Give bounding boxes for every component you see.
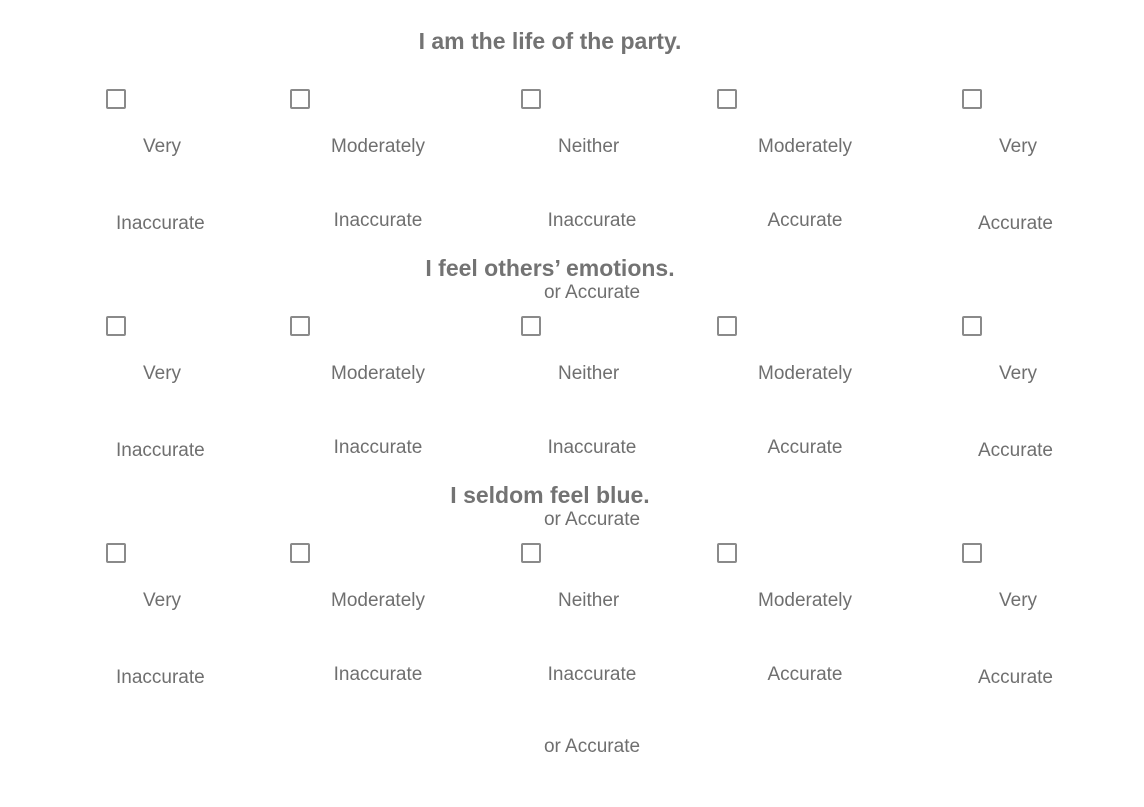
option-label-line: Very — [999, 590, 1038, 611]
option-label-line: Accurate — [978, 213, 1053, 234]
option-label — [114, 541, 214, 738]
option-label-line: or Accurate — [543, 509, 641, 530]
option-label-line: Very — [999, 363, 1038, 384]
option-label — [537, 541, 647, 807]
option-label-line: Neither — [558, 363, 620, 384]
option-label-line: Very — [999, 136, 1038, 157]
option-label-line: Accurate — [978, 440, 1053, 461]
checkbox[interactable] — [717, 543, 737, 563]
question-title: I feel others’ emotions. — [425, 255, 675, 281]
option-label-line: Moderately — [331, 363, 425, 384]
option-label-line: Moderately — [758, 136, 852, 157]
question-block — [0, 454, 1144, 757]
option-label-line: Accurate — [767, 210, 843, 231]
checkbox[interactable] — [717, 316, 737, 336]
option-label-line: Inaccurate — [333, 437, 423, 458]
option-label-line: Moderately — [758, 363, 852, 384]
option-label-line: Very — [143, 136, 182, 157]
checkbox[interactable] — [290, 543, 310, 563]
option-label-line: Inaccurate — [116, 213, 205, 234]
checkbox[interactable] — [290, 89, 310, 109]
option-label-line: Accurate — [767, 664, 843, 685]
question-title: I seldom feel blue. — [450, 482, 650, 508]
option-label-line: Accurate — [767, 437, 843, 458]
option-label-line: Inaccurate — [547, 664, 637, 685]
option-label-line: Inaccurate — [547, 210, 637, 231]
checkbox[interactable] — [290, 316, 310, 336]
option-label-line: Inaccurate — [333, 210, 423, 231]
option-label-line: Inaccurate — [547, 437, 637, 458]
option-label-line: Moderately — [758, 590, 852, 611]
option-label-line: or Accurate — [543, 736, 641, 757]
option-label — [976, 541, 1066, 738]
option-label-line: Inaccurate — [333, 664, 423, 685]
option-label-line: Neither — [558, 136, 620, 157]
option-label-line: Moderately — [331, 136, 425, 157]
option-label-line: Moderately — [331, 590, 425, 611]
option-label — [753, 541, 857, 735]
question-title: I am the life of the party. — [418, 28, 682, 54]
checkbox[interactable] — [717, 89, 737, 109]
option-label-line: Inaccurate — [116, 667, 205, 688]
option-label-line: Neither — [558, 590, 620, 611]
option-label-line: Very — [143, 590, 182, 611]
option-label-line: Very — [143, 363, 182, 384]
option-label-line: Accurate — [978, 667, 1053, 688]
option-label-line: or Accurate — [543, 282, 641, 303]
option-label-line: Inaccurate — [116, 440, 205, 461]
option-label — [326, 541, 430, 735]
